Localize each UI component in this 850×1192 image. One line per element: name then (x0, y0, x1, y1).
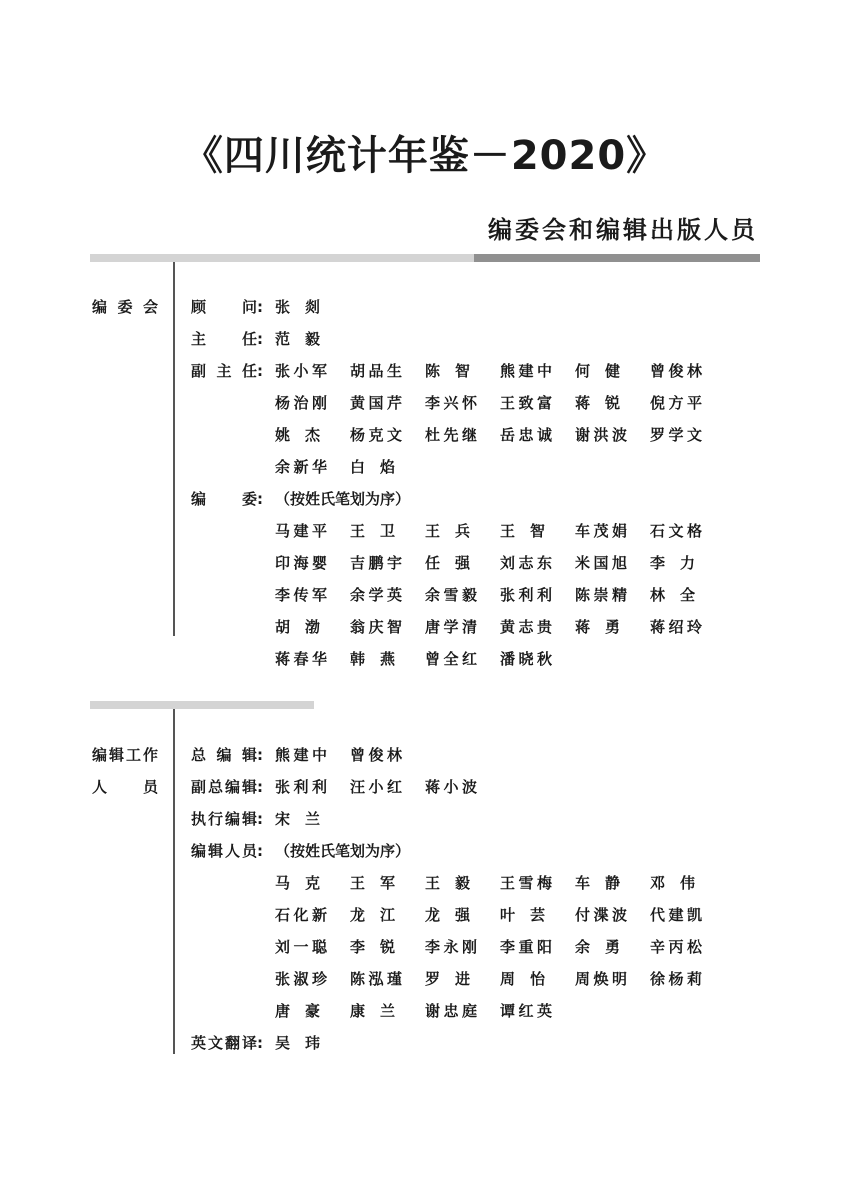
role-label: 副 主 任 : (191, 362, 263, 380)
role-label: 编 辑 人 员 : (191, 842, 263, 860)
person-name: 余 勇 (575, 938, 620, 956)
person-name: 任 强 (425, 554, 470, 572)
person-name: 刘 志 东 (500, 554, 552, 572)
person-name: 代 建 凯 (650, 906, 702, 924)
person-name: 龙 强 (425, 906, 470, 924)
role-label: 英 文 翻 译 : (191, 1034, 263, 1052)
person-name: 王 军 (350, 874, 395, 892)
person-name: 吉 鹏 宇 (350, 554, 402, 572)
person-name: 辛 丙 松 (650, 938, 702, 956)
person-name: 黄 国 芹 (350, 394, 402, 412)
person-name: 余 学 英 (350, 586, 402, 604)
page-title: 《四川统计年鉴－2020》 (182, 133, 668, 179)
person-name: 余 新 华 (275, 458, 327, 476)
person-name: 罗 学 文 (650, 426, 702, 444)
person-name: 何 健 (575, 362, 620, 380)
person-name: 王 兵 (425, 522, 470, 540)
person-name: 林 全 (650, 586, 695, 604)
person-name: 李 兴 怀 (425, 394, 477, 412)
person-name: 余 雪 毅 (425, 586, 477, 604)
person-name: 王 致 富 (500, 394, 552, 412)
section-bar-light (90, 701, 314, 709)
person-name: 张 利 利 (500, 586, 552, 604)
person-name: 李 重 阳 (500, 938, 552, 956)
person-name: 印 海 婴 (275, 554, 327, 572)
section-divider-line (173, 262, 175, 636)
person-name: 罗 进 (425, 970, 470, 988)
person-name: 米 国 旭 (575, 554, 627, 572)
person-name: 叶 芸 (500, 906, 545, 924)
person-name: 曾 全 红 (425, 650, 477, 668)
person-name: 韩 燕 (350, 650, 395, 668)
person-name: 张 淑 珍 (275, 970, 327, 988)
person-name: 周 焕 明 (575, 970, 627, 988)
person-name: 石 化 新 (275, 906, 327, 924)
person-name: 车 茂 娟 (575, 522, 627, 540)
role-label: 顾 问 : (191, 298, 263, 316)
person-name: 吴 玮 (275, 1034, 320, 1052)
person-name: 谭 红 英 (500, 1002, 552, 1020)
header-bar-dark (474, 254, 760, 262)
person-name: 潘 晓 秋 (500, 650, 552, 668)
person-name: 倪 方 平 (650, 394, 702, 412)
person-name: 蒋 锐 (575, 394, 620, 412)
person-name: 徐 杨 莉 (650, 970, 702, 988)
role-label: 编 委 : (191, 490, 263, 508)
person-name: 谢 忠 庭 (425, 1002, 477, 1020)
person-name: 王 毅 (425, 874, 470, 892)
person-name: 马 克 (275, 874, 320, 892)
person-name: 李 永 刚 (425, 938, 477, 956)
person-name: 付 渫 波 (575, 906, 627, 924)
person-name: 曾 俊 林 (350, 746, 402, 764)
role-label: 总 编 辑 : (191, 746, 263, 764)
person-name: 杜 先 继 (425, 426, 477, 444)
person-name: 蒋 绍 玲 (650, 618, 702, 636)
person-name: 张 小 军 (275, 362, 327, 380)
section-label: 编 委 会 (92, 298, 158, 316)
person-name: 范 毅 (275, 330, 320, 348)
person-name: 黄 志 贵 (500, 618, 552, 636)
person-name: 张 利 利 (275, 778, 327, 796)
person-name: 陈 崇 精 (575, 586, 627, 604)
person-name: 宋 兰 (275, 810, 320, 828)
section-label: 编 辑 工 作 (92, 746, 158, 764)
person-name: 蒋 勇 (575, 618, 620, 636)
person-name: 岳 忠 诚 (500, 426, 552, 444)
person-name: 谢 洪 波 (575, 426, 627, 444)
person-name: 翁 庆 智 (350, 618, 402, 636)
person-name: 胡 品 生 (350, 362, 402, 380)
person-name: 石 文 格 (650, 522, 702, 540)
person-name: 唐 学 清 (425, 618, 477, 636)
person-name: 陈 智 (425, 362, 470, 380)
person-name: 白 焰 (350, 458, 395, 476)
person-name: 李 力 (650, 554, 695, 572)
header-bar-light (90, 254, 474, 262)
person-name: 李 锐 (350, 938, 395, 956)
person-name: 陈 泓 瑾 (350, 970, 402, 988)
person-name: 康 兰 (350, 1002, 395, 1020)
person-name: 熊 建 中 (500, 362, 552, 380)
person-name: 邓 伟 (650, 874, 695, 892)
person-name: 唐 豪 (275, 1002, 320, 1020)
person-name: 王 雪 梅 (500, 874, 552, 892)
role-label: 主 任 : (191, 330, 263, 348)
person-name: 汪 小 红 (350, 778, 402, 796)
person-name: 王 卫 (350, 522, 395, 540)
person-name: 车 静 (575, 874, 620, 892)
person-name: 姚 杰 (275, 426, 320, 444)
role-label: 执 行 编 辑 : (191, 810, 263, 828)
person-name: 杨 克 文 (350, 426, 402, 444)
person-name: 王 智 (500, 522, 545, 540)
page-subtitle: 编委会和编辑出版人员 (488, 216, 758, 244)
person-name: 李 传 军 (275, 586, 327, 604)
person-name: 胡 渤 (275, 618, 320, 636)
section-divider-line (173, 709, 175, 1054)
person-name: 杨 治 刚 (275, 394, 327, 412)
person-name: 蒋 春 华 (275, 650, 327, 668)
role-label: 副 总 编 辑 : (191, 778, 263, 796)
person-name: 熊 建 中 (275, 746, 327, 764)
person-name: 曾 俊 林 (650, 362, 702, 380)
person-name: 龙 江 (350, 906, 395, 924)
person-name: 刘 一 聪 (275, 938, 327, 956)
person-name: 蒋 小 波 (425, 778, 477, 796)
person-name: 马 建 平 (275, 522, 327, 540)
ordering-note: （按姓氏笔划为序） (275, 842, 411, 860)
person-name: 张 剡 (275, 298, 320, 316)
ordering-note: （按姓氏笔划为序） (275, 490, 411, 508)
person-name: 周 怡 (500, 970, 545, 988)
section-label: 人 员 (92, 778, 158, 796)
